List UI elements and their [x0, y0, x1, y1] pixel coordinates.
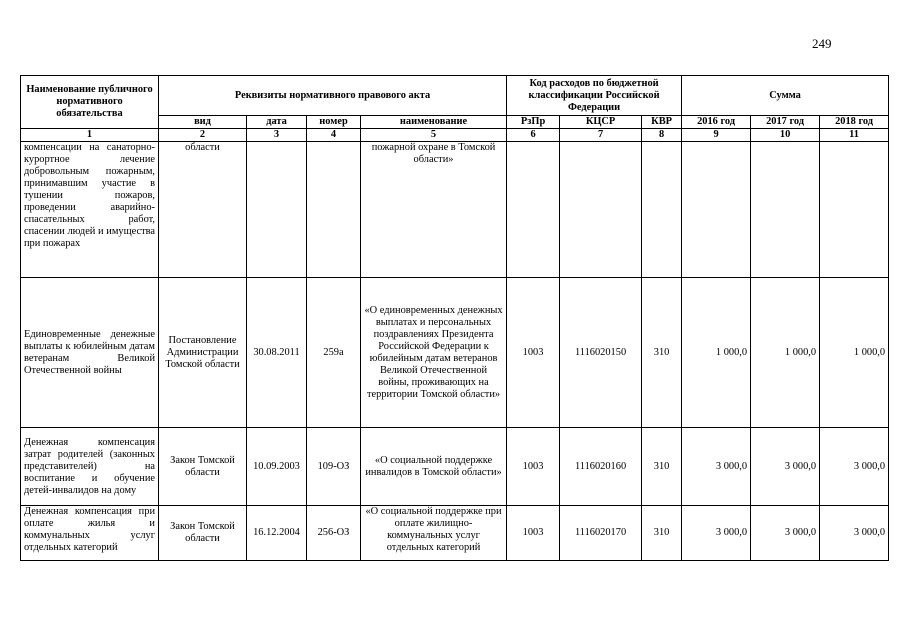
act-date-cell: 30.08.2011 — [247, 278, 307, 428]
sum-2018-cell — [820, 142, 889, 278]
header-number: номер — [307, 116, 361, 129]
sum-2018-cell: 3 000,0 — [820, 428, 889, 506]
header-row-groups — [21, 76, 889, 116]
kvr-cell: 310 — [642, 428, 682, 506]
header-code-group: Код расходов по бюджетной классификации Российской Федерации — [507, 76, 682, 116]
act-name-cell: пожарной охране в Томской области» — [361, 142, 507, 278]
rzpr-cell: 1003 — [507, 506, 560, 561]
act-number-cell: 256-ОЗ — [307, 506, 361, 561]
kvr-cell: 310 — [642, 278, 682, 428]
column-number: 10 — [751, 129, 820, 142]
kcsr-cell: 1116020170 — [560, 506, 642, 561]
obligation-cell: Единовременные денежные выплаты к юбилейным датам ветеранам Великой Отечественной войны — [21, 278, 159, 428]
sum-2017-cell: 1 000,0 — [751, 278, 820, 428]
act-kind-cell: Постановление Администрации Томской области — [159, 278, 247, 428]
sum-2017-cell — [751, 142, 820, 278]
table-row — [21, 278, 889, 428]
header-kcsr: КЦСР — [560, 116, 642, 129]
obligation-cell: компенсации на санаторно-курортное лечение добровольным пожарным, принимавшим участие в тушении пожаров, проведении аварийно-спасательных работ, спасении людей и имущества при пожарах — [21, 142, 159, 278]
act-date-cell: 10.09.2003 — [247, 428, 307, 506]
obligation-cell: Денежная компенсация при оплате жилья и коммунальных услуг отдельных категорий — [21, 506, 159, 561]
sum-2018-cell: 3 000,0 — [820, 506, 889, 561]
obligation-cell: Денежная компенсация затрат родителей (законных представителей) на воспитание и обучение детей-инвалидов на дому — [21, 428, 159, 506]
column-number: 5 — [361, 129, 507, 142]
header-name: наименование — [361, 116, 507, 129]
column-number: 9 — [682, 129, 751, 142]
header-kvr: КВР — [642, 116, 682, 129]
sum-2016-cell: 1 000,0 — [682, 278, 751, 428]
act-number-cell: 259а — [307, 278, 361, 428]
act-kind-cell: Закон Томской области — [159, 506, 247, 561]
sum-2016-cell: 3 000,0 — [682, 428, 751, 506]
column-number: 8 — [642, 129, 682, 142]
budget-obligations-table — [20, 75, 889, 561]
table-row — [21, 428, 889, 506]
column-number: 4 — [307, 129, 361, 142]
act-date-cell: 16.12.2004 — [247, 506, 307, 561]
table-row — [21, 142, 889, 278]
column-number: 6 — [507, 129, 560, 142]
kcsr-cell — [560, 142, 642, 278]
header-2016: 2016 год — [682, 116, 751, 129]
sum-2017-cell: 3 000,0 — [751, 428, 820, 506]
header-sum-group: Сумма — [682, 76, 889, 116]
rzpr-cell: 1003 — [507, 428, 560, 506]
act-kind-cell: области — [159, 142, 247, 278]
sum-2018-cell: 1 000,0 — [820, 278, 889, 428]
sum-2016-cell: 3 000,0 — [682, 506, 751, 561]
column-number: 1 — [21, 129, 159, 142]
header-act-group: Реквизиты нормативного правового акта — [159, 76, 507, 116]
act-number-cell: 109-ОЗ — [307, 428, 361, 506]
column-number: 2 — [159, 129, 247, 142]
column-number: 7 — [560, 129, 642, 142]
act-name-cell: «О социальной поддержке при оплате жилищно-коммунальных услуг отдельных категорий — [361, 506, 507, 561]
sum-2017-cell: 3 000,0 — [751, 506, 820, 561]
column-number: 11 — [820, 129, 889, 142]
kvr-cell — [642, 142, 682, 278]
rzpr-cell — [507, 142, 560, 278]
page-number: 249 — [812, 36, 832, 51]
sum-2016-cell — [682, 142, 751, 278]
header-kind: вид — [159, 116, 247, 129]
column-number: 3 — [247, 129, 307, 142]
act-number-cell — [307, 142, 361, 278]
header-2018: 2018 год — [820, 116, 889, 129]
kvr-cell: 310 — [642, 506, 682, 561]
act-kind-cell: Закон Томской области — [159, 428, 247, 506]
kcsr-cell: 1116020150 — [560, 278, 642, 428]
act-name-cell: «О единовременных денежных выплатах и персональных поздравлениях Президента Российской Федерации к юбилейным датам ветеранов Великой Отечественной войны, проживающих на территории Томской области» — [361, 278, 507, 428]
header-rzpr: РзПр — [507, 116, 560, 129]
header-obligation: Наименование публичного нормативного обязательства — [21, 76, 159, 129]
kcsr-cell: 1116020160 — [560, 428, 642, 506]
act-name-cell: «О социальной поддержке инвалидов в Томской области» — [361, 428, 507, 506]
act-date-cell — [247, 142, 307, 278]
table-row — [21, 506, 889, 561]
header-2017: 2017 год — [751, 116, 820, 129]
header-date: дата — [247, 116, 307, 129]
column-number-row — [21, 129, 889, 142]
rzpr-cell: 1003 — [507, 278, 560, 428]
